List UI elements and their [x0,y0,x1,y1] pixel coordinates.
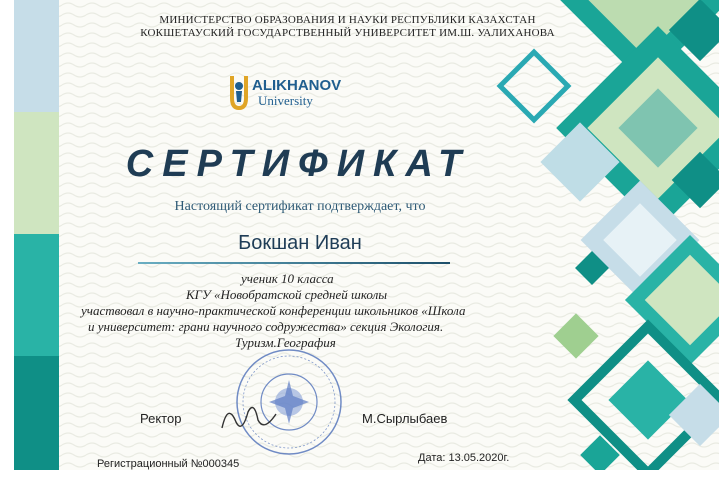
body-line-1: ученик 10 класса [241,271,334,286]
logo-emblem-icon [228,72,250,112]
university-logo [228,72,378,114]
signatory-name: М.Сырлыбаев [362,411,448,426]
body-line-4: и университет: грани научного содружества» секция Экология. [88,319,444,334]
signatory-title: Ректор [140,411,182,426]
recipient-name: Бокшан Иван [238,232,362,254]
university-line: КОКШЕТАУСКИЙ ГОСУДАРСТВЕННЫЙ УНИВЕРСИТЕТ ИМ.Ш. УАЛИХАНОВА [140,27,555,39]
registration-number: Регистрационный №000345 [97,458,240,470]
rector-signature [218,398,288,438]
certificate-subtitle: Настоящий сертификат подтверждает, что [174,199,426,214]
name-underline [138,262,450,264]
body-line-2: КГУ «Новобратской средней школы [186,287,388,302]
bottom-border [0,470,719,482]
body-line-5: Туризм.География [235,335,336,350]
ministry-line: МИНИСТЕРСТВО ОБРАЗОВАНИЯ И НАУКИ РЕСПУБЛИКИ КАЗАХСТАН [159,14,536,26]
certificate-title: СЕРТИФИКАТ [125,143,471,185]
body-line-3: участвовал в научно-практической конференции школьников «Школа [81,303,466,318]
issue-date: Дата: 13.05.2020г. [418,452,510,464]
logo-wordmark: ALIKHANOV [252,77,342,94]
logo-subtext: University [258,93,313,108]
